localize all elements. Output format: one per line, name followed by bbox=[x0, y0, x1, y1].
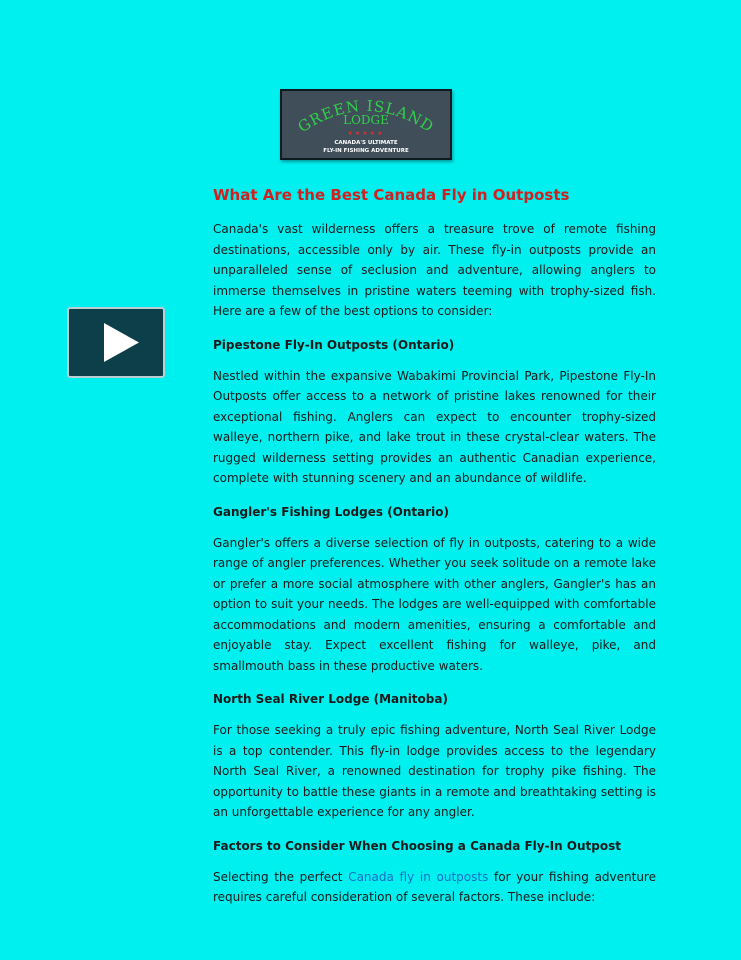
section-body-ganglers: Gangler's offers a diverse selection of fly in outposts, catering to a wide range of angler preferences. Whether you seek solitude on a remote lake or prefer a more social atmosphere with other anglers, Gangler's has an option to suit your needs. The lodges are well-equipped with comfortable accommodations and modern amenities, ensuring a comfortable and enjoyable stay. Expect excellent fishing for walleye, pike, and smallmouth bass in these productive waters. bbox=[213, 535, 656, 673]
section-heading-factors: Factors to Consider When Choosing a Canada Fly-In Outpost bbox=[213, 838, 621, 853]
section-heading-north-seal: North Seal River Lodge (Manitoba) bbox=[213, 692, 448, 706]
play-button[interactable] bbox=[67, 307, 165, 378]
section-heading-pipestone: Pipestone Fly-In Outposts (Ontario) bbox=[213, 337, 455, 352]
article-intro: Canada's vast wilderness offers a treasure trove of remote fishing destinations, accessible only by air. These fly-in outposts provide an unparalleled sense of seclusion and adventure, allowing anglers to immerse themselves in pristine waters teeming with trophy-sized fish. Here are a few of the best options to consider: bbox=[213, 222, 656, 318]
section-body-north-seal: For those seeking a truly epic fishing adventure, North Seal River Lodge is a top contender. This fly-in lodge provides access to the legendary North Seal River, a renowned destination for trophy pike fishing. The opportunity to battle these giants in a remote and breathtaking setting is an unforgettable experience for any angler. bbox=[213, 723, 656, 819]
article-title: What Are the Best Canada Fly in Outposts bbox=[213, 186, 570, 204]
closing-text-after: for your fishing adventure requires careful consideration of several factors. These include: bbox=[213, 869, 656, 904]
section-body-pipestone: Nestled within the expansive Wabakimi Provincial Park, Pipestone Fly-In Outposts offer access to a network of pristine lakes renowned for their exceptional fishing. Anglers can expect to encounter trophy-sized walleye, northern pike, and lake trout in these crystal-clear waters. The rugged wilderness setting provides an authentic Canadian experience, complete with stunning scenery and an abundance of wildlife. bbox=[213, 368, 656, 485]
logo-tagline2: FLY-IN FISHING ADVENTURE bbox=[323, 148, 409, 154]
article bbox=[213, 184, 656, 921]
logo-line2: LODGE bbox=[343, 113, 389, 127]
logo-line1: GREEN ISLAND bbox=[294, 96, 438, 137]
closing-paragraph bbox=[213, 867, 656, 908]
green-island-lodge-logo bbox=[280, 89, 452, 160]
logo-stars: ★★★★★ bbox=[347, 130, 385, 137]
canada-fly-in-outposts-link[interactable]: Canada fly in outposts bbox=[348, 869, 489, 884]
section-heading-ganglers: Gangler's Fishing Lodges (Ontario) bbox=[213, 504, 450, 519]
logo-tagline1: CANADA'S ULTIMATE bbox=[334, 140, 398, 146]
closing-text-before: Selecting the perfect bbox=[213, 869, 349, 884]
play-icon bbox=[69, 309, 163, 376]
